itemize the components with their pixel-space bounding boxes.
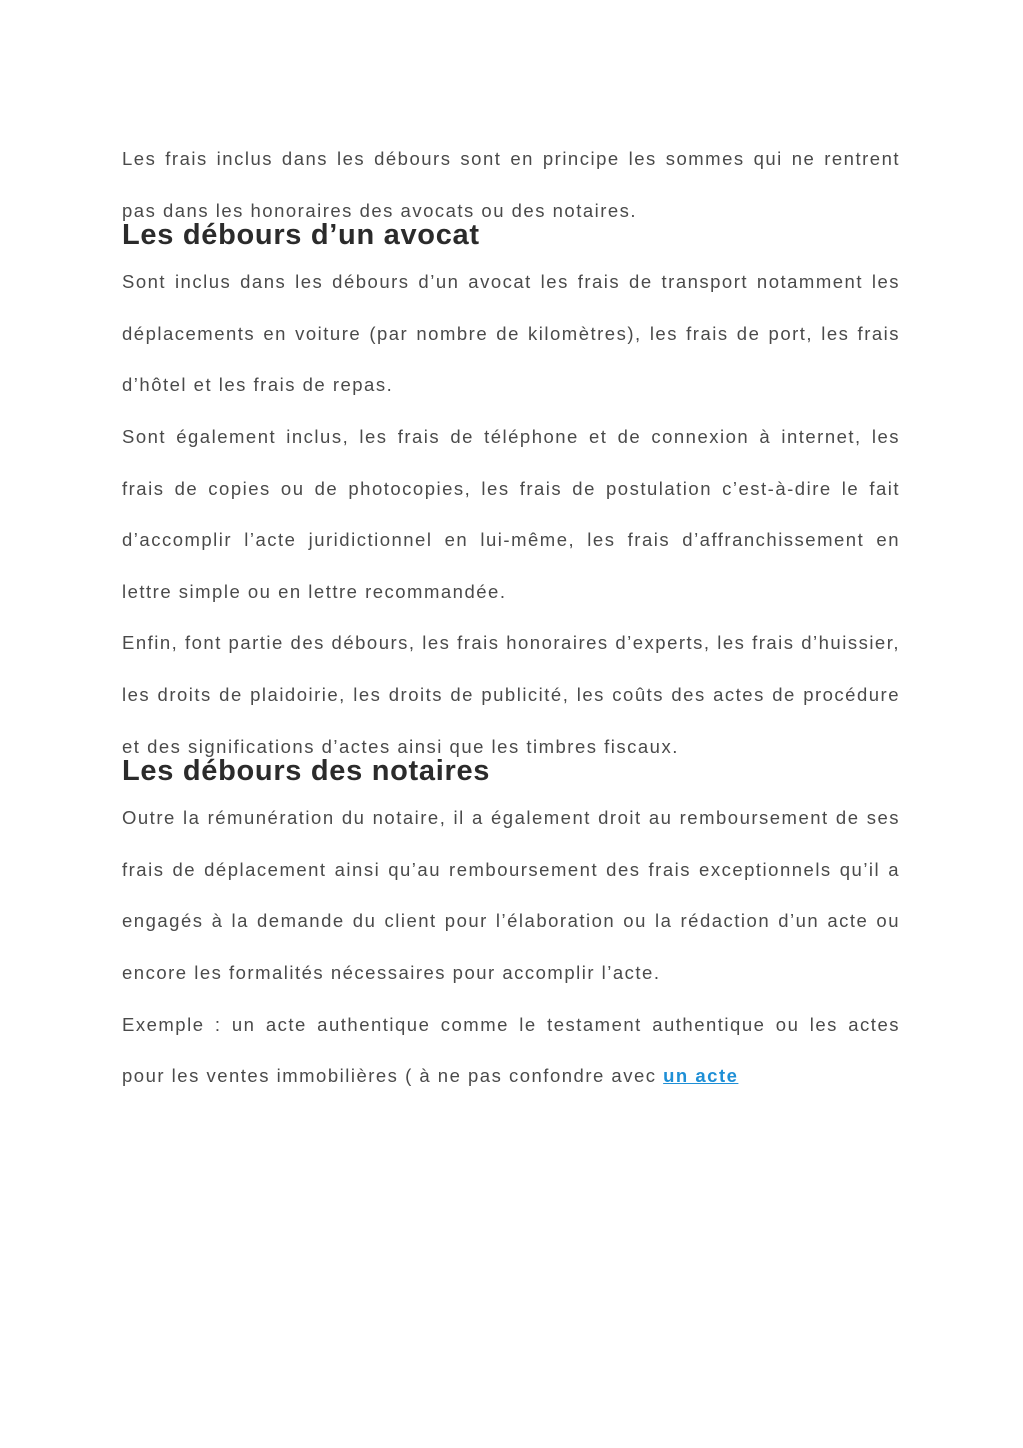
- avocat-paragraph-1: Sont inclus dans les débours d’un avocat les frais de transport notamment les déplacements en voiture (par nombre de kilomètres), les frais de port, les frais d’hôtel et les frais de repas.: [122, 271, 900, 396]
- notaires-paragraph-2: [122, 999, 900, 1102]
- example-text: Exemple : un acte authentique comme le testament authentique ou les actes pour les ventes immobilières ( à ne pas confondre avec: [122, 1013, 900, 1087]
- acte-link[interactable]: un acte: [663, 1065, 739, 1087]
- heading-debours-notaires: Les débours des notaires: [122, 755, 491, 788]
- heading-debours-avocat: Les débours d’un avocat: [122, 219, 480, 252]
- notaires-paragraph-1: Outre la rémunération du notaire, il a également droit au remboursement de ses frais de déplacement ainsi qu’au remboursement des frais exceptionnels qu’il a engagés à la demande du client pour l’élaboration ou la rédaction d’un acte ou encore les formalités nécessaires pour accomplir l’acte.: [122, 807, 900, 983]
- avocat-paragraph-2: Sont également inclus, les frais de téléphone et de connexion à internet, les frais de copies ou de photocopies, les frais de postulation c’est-à-dire le fait d’accomplir l’acte juridictionnel en lui-même, les frais d’affranchissement en lettre simple ou en lettre recommandée.: [122, 425, 900, 602]
- avocat-paragraph-3: Enfin, font partie des débours, les frais honoraires d’experts, les frais d’huissier, les droits de plaidoirie, les droits de publicité, les coûts des actes de procédure et des significations d’actes ainsi que les timbres fiscaux.: [122, 632, 900, 757]
- document-page: [122, 133, 900, 1102]
- intro-paragraph: Les frais inclus dans les débours sont en principe les sommes qui ne rentrent pas dans les honoraires des avocats ou des notaires.: [122, 148, 900, 221]
